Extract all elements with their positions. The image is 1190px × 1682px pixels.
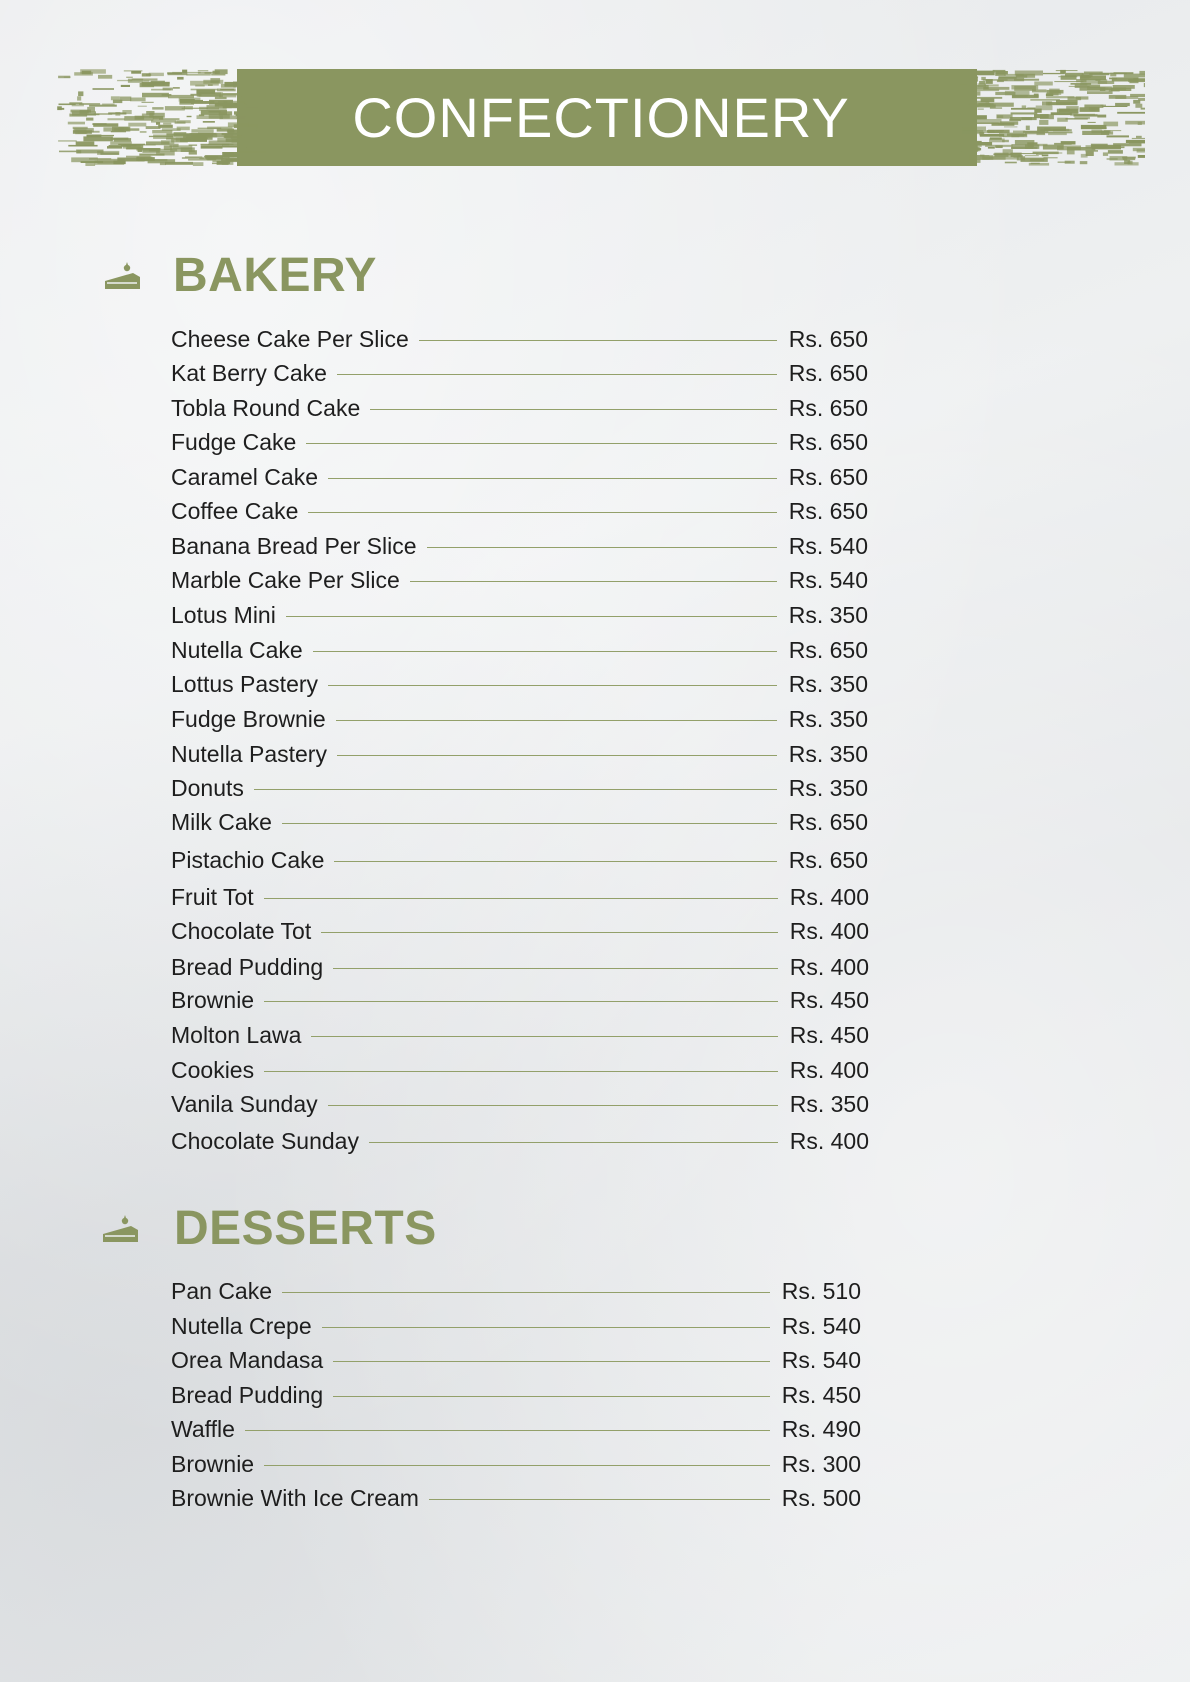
leader-line: [369, 1142, 778, 1143]
leader-line: [333, 1361, 770, 1362]
menu-item: [171, 806, 868, 838]
leader-line: [429, 1499, 770, 1500]
menu-item: [171, 1275, 861, 1307]
menu-item: [171, 461, 868, 493]
menu-item: [171, 1344, 861, 1376]
menu-item: [171, 984, 869, 1016]
menu-item: [171, 1482, 861, 1514]
menu-item-price: Rs. 650: [788, 636, 868, 663]
menu-item-price: Rs. 400: [789, 917, 869, 944]
leader-line: [286, 616, 777, 617]
cake-slice-icon: [103, 259, 143, 293]
menu-item-name: Chocolate Tot: [171, 917, 312, 944]
leader-line: [254, 789, 777, 790]
menu-item-price: Rs. 650: [788, 428, 868, 455]
menu-item-name: Pan Cake: [171, 1277, 273, 1304]
menu-item: [171, 495, 868, 527]
menu-item: [171, 881, 869, 913]
menu-item: [171, 1448, 861, 1480]
menu-item: [171, 564, 868, 596]
leader-line: [282, 823, 777, 824]
menu-item-name: Donuts: [171, 774, 244, 801]
section-header-desserts: [101, 1201, 437, 1256]
section-header-bakery: [103, 248, 377, 303]
cake-slice-icon: [101, 1212, 141, 1246]
menu-item-price: Rs. 650: [788, 394, 868, 421]
menu-item: [171, 1088, 869, 1120]
menu-item-price: Rs. 540: [788, 532, 868, 559]
menu-item: [171, 668, 868, 700]
menu-item-price: Rs. 350: [788, 705, 868, 732]
leader-line: [306, 443, 776, 444]
menu-item: [171, 1054, 869, 1086]
leader-line: [311, 1036, 777, 1037]
leader-line: [321, 932, 778, 933]
menu-item: [171, 357, 868, 389]
menu-item-name: Fudge Cake: [171, 428, 297, 455]
menu-item-price: Rs. 500: [781, 1484, 861, 1511]
leader-line: [264, 898, 778, 899]
menu-item-name: Nutella Pastery: [171, 740, 327, 767]
menu-item-name: Fruit Tot: [171, 883, 254, 910]
leader-line: [245, 1430, 770, 1431]
menu-item-name: Chocolate Sunday: [171, 1127, 359, 1154]
menu-item-price: Rs. 350: [789, 1090, 869, 1117]
menu-item-name: Brownie: [171, 986, 255, 1013]
menu-item-name: Pistachio Cake: [171, 846, 325, 873]
menu-item: [171, 772, 868, 804]
page-title: CONFECTIONERY: [352, 86, 850, 149]
menu-item-price: Rs. 400: [789, 883, 869, 910]
leader-line: [410, 581, 777, 582]
menu-item-name: Lottus Pastery: [171, 670, 319, 697]
menu-item-name: Bread Pudding: [171, 953, 324, 980]
leader-line: [282, 1292, 770, 1293]
menu-item-price: Rs. 650: [788, 325, 868, 352]
menu-item-name: Nutella Crepe: [171, 1312, 312, 1339]
leader-line: [328, 1105, 778, 1106]
menu-item-name: Fudge Brownie: [171, 705, 326, 732]
menu-item-price: Rs. 450: [789, 986, 869, 1013]
menu-item-name: Brownie With Ice Cream: [171, 1484, 419, 1511]
menu-item-name: Caramel Cake: [171, 463, 318, 490]
menu-item-price: Rs. 300: [781, 1450, 861, 1477]
menu-item: [171, 703, 868, 735]
leader-line: [313, 651, 777, 652]
menu-item-price: Rs. 540: [781, 1346, 861, 1373]
menu-item: [171, 738, 868, 770]
menu-item-price: Rs. 650: [788, 846, 868, 873]
menu-item-name: Coffee Cake: [171, 497, 299, 524]
menu-item: [171, 392, 868, 424]
menu-item-price: Rs. 490: [781, 1415, 861, 1442]
leader-line: [419, 340, 777, 341]
leader-line: [334, 861, 776, 862]
menu-item-name: Kat Berry Cake: [171, 359, 327, 386]
menu-item: [171, 1413, 861, 1445]
menu-item-price: Rs. 650: [788, 497, 868, 524]
menu-item-name: Milk Cake: [171, 808, 272, 835]
menu-item: [171, 1310, 861, 1342]
leader-line: [264, 1071, 778, 1072]
menu-item: [171, 951, 869, 983]
menu-item-price: Rs. 400: [789, 953, 869, 980]
menu-item-price: Rs. 350: [788, 601, 868, 628]
header-banner: [57, 69, 1145, 166]
menu-item-price: Rs. 510: [781, 1277, 861, 1304]
leader-line: [427, 547, 777, 548]
menu-item-name: Cookies: [171, 1056, 255, 1083]
menu-item-price: Rs. 540: [781, 1312, 861, 1339]
menu-item: [171, 1379, 861, 1411]
leader-line: [322, 1327, 770, 1328]
menu-item: [171, 1019, 869, 1051]
menu-item-price: Rs. 650: [788, 808, 868, 835]
menu-item-name: Molton Lawa: [171, 1021, 302, 1048]
leader-line: [370, 409, 777, 410]
menu-item: [171, 915, 869, 947]
leader-line: [337, 755, 777, 756]
menu-item: [171, 323, 868, 355]
menu-item-price: Rs. 350: [788, 670, 868, 697]
menu-item-price: Rs. 400: [789, 1127, 869, 1154]
menu-item-price: Rs. 350: [788, 774, 868, 801]
menu-item-name: Cheese Cake Per Slice: [171, 325, 409, 352]
leader-line: [328, 478, 777, 479]
menu-item-name: Marble Cake Per Slice: [171, 566, 400, 593]
menu-item-price: Rs. 450: [789, 1021, 869, 1048]
menu-item-name: Bread Pudding: [171, 1381, 324, 1408]
leader-line: [333, 1396, 770, 1397]
leader-line: [336, 720, 777, 721]
menu-item: [171, 634, 868, 666]
menu-item-price: Rs. 400: [789, 1056, 869, 1083]
menu-item-price: Rs. 540: [788, 566, 868, 593]
menu-item: [171, 1125, 869, 1157]
menu-item-name: Banana Bread Per Slice: [171, 532, 417, 559]
leader-line: [264, 1001, 778, 1002]
leader-line: [333, 968, 778, 969]
menu-item: [171, 599, 868, 631]
menu-item-name: Brownie: [171, 1450, 255, 1477]
leader-line: [264, 1465, 770, 1466]
menu-item-name: Waffle: [171, 1415, 235, 1442]
menu-item-name: Lotus Mini: [171, 601, 276, 628]
menu-item-price: Rs. 350: [788, 740, 868, 767]
section-title-bakery: BAKERY: [173, 249, 377, 302]
menu-item: [171, 426, 868, 458]
leader-line: [337, 374, 777, 375]
menu-item-name: Nutella Cake: [171, 636, 303, 663]
leader-line: [308, 512, 776, 513]
menu-item-price: Rs. 650: [788, 359, 868, 386]
menu-item-name: Tobla Round Cake: [171, 394, 361, 421]
menu-item-price: Rs. 650: [788, 463, 868, 490]
menu-item: [171, 530, 868, 562]
menu-item: [171, 844, 868, 876]
menu-item-price: Rs. 450: [781, 1381, 861, 1408]
menu-item-name: Vanila Sunday: [171, 1090, 318, 1117]
section-title-desserts: DESSERTS: [174, 1202, 437, 1255]
menu-item-name: Orea Mandasa: [171, 1346, 324, 1373]
leader-line: [328, 685, 777, 686]
